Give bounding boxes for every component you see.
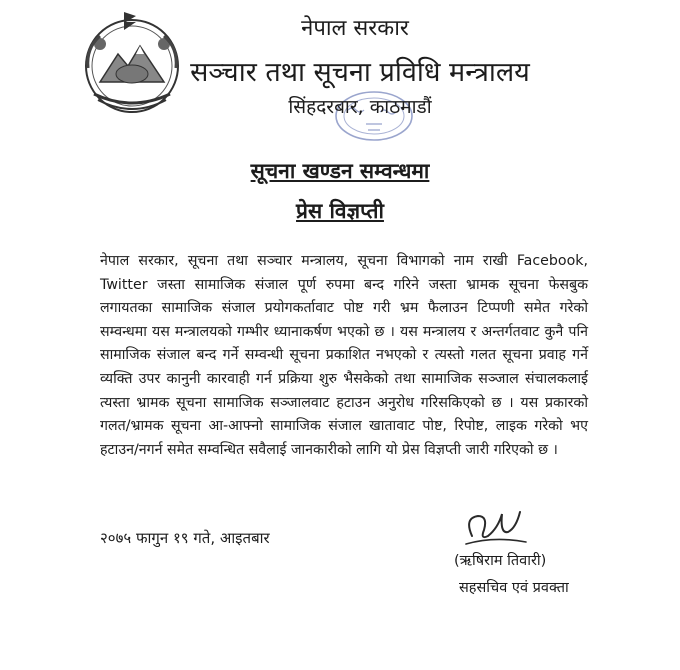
signatory-designation: सहसचिव एवं प्रवक्ता — [459, 580, 569, 596]
document-subject: सूचना खण्डन सम्वन्धमा — [250, 159, 430, 183]
ministry-address: सिंहदरबार, काठमाडौं — [288, 96, 432, 118]
document-title: प्रेस विज्ञप्ती — [296, 199, 384, 223]
ministry-name: सञ्चार तथा सूचना प्रविधि मन्त्रालय — [190, 57, 530, 88]
government-name: नेपाल सरकार — [301, 16, 409, 41]
signatory-name: (ऋषिराम तिवारी) — [454, 553, 547, 569]
issue-date: २०७५ फागुन १९ गते, आइतबार — [100, 529, 270, 547]
signature-icon — [458, 506, 530, 552]
press-release-body: नेपाल सरकार, सूचना तथा सञ्चार मन्त्रालय, सूचना विभागको नाम राखी Facebook, Twitter जस्ता सामाजिक संजाल पूर्ण रुपमा बन्द गरिने जस्ता भ्रामक सूचना फेसबुक लगायतका सामाजिक संजाल प्रयोगकर्तावाट पोष्ट गरी भ्रम फैलाउन टिप्पणी समेत गरेको सम्वन्धमा यस मन्त्रालयको गम्भीर ध्यानाकर्षण भएको छ । यस मन्त्रालय र अन्तर्गतवाट कुनै पनि सामाजिक संजाल बन्द गर्ने सम्वन्धी सूचना प्रकाशित नभएको र त्यस्तो गलत सूचना प्रवाह गर्ने व्यक्ति उपर कानुनी कारवाही गर्न प्रक्रिया शुरु भैसकेको तथा सामाजिक सञ्जाल संचालकलाई त्यस्ता भ्रामक सूचना सामाजिक सञ्जालवाट हटाउन अनुरोध गरिसकिएको छ । यस प्रकारको गलत/भ्रामक सूचना आ-आफ्नो सामाजिक संजाल खातावाट पोष्ट, रिपोष्ट, लाइक गरेको भए हटाउन/नगर्न समेत सम्वन्धित सवैलाई जानकारीको लागि यो प्रेस विज्ञप्ती जारी गरिएको छ । — [100, 253, 588, 458]
